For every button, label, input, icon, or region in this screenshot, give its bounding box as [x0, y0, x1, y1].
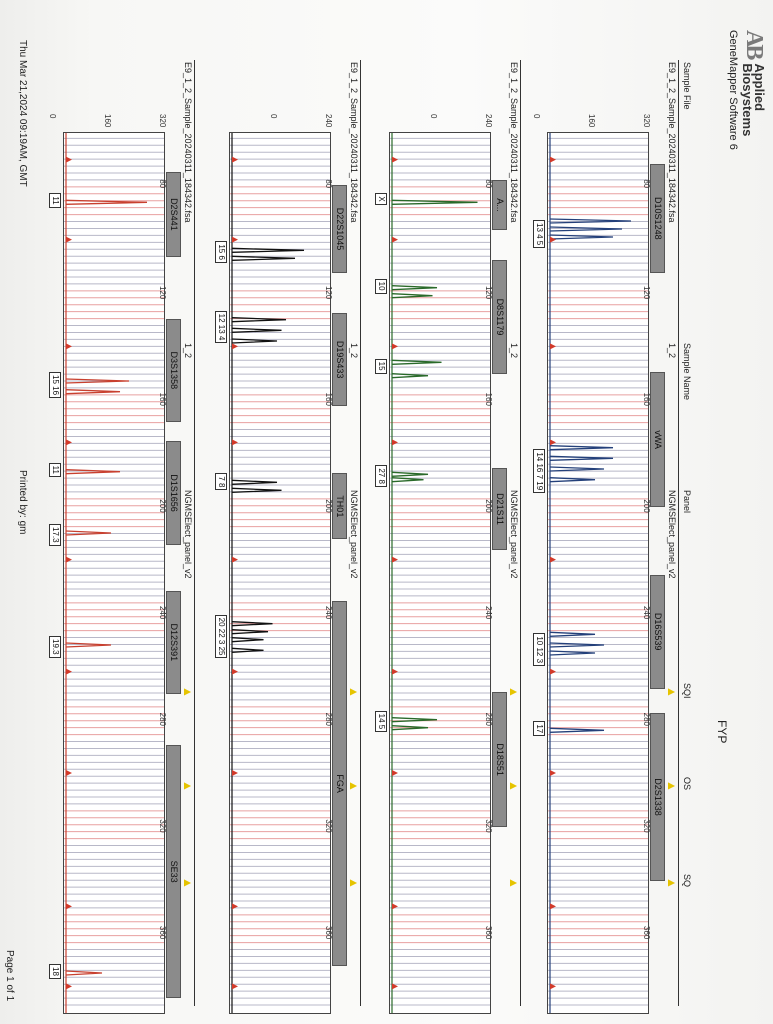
- size-standard-marker: [66, 157, 72, 163]
- x-tick-label: 360: [324, 926, 333, 940]
- sample-panel: [211, 60, 361, 1006]
- size-standard-marker: [66, 439, 72, 445]
- x-tick-label: 360: [158, 926, 167, 940]
- x-tick-label: 280: [158, 712, 167, 727]
- x-tick-label: 200: [642, 499, 651, 513]
- col-panel: Panel: [682, 490, 692, 514]
- report-title: FYP: [715, 720, 729, 744]
- x-tick-label: 80: [484, 179, 493, 189]
- y-tick-label: 240: [484, 114, 493, 128]
- x-tick-label: 120: [158, 286, 167, 300]
- allele-peak: [550, 728, 604, 732]
- x-tick-label: 360: [484, 926, 493, 940]
- marker-bar[interactable]: D18S51: [492, 692, 507, 827]
- allele-call-label[interactable]: 14 5: [375, 711, 387, 733]
- col-os: OS: [682, 777, 692, 791]
- x-tick-label: 320: [324, 819, 333, 833]
- y-tick-label: 0: [48, 114, 57, 119]
- y-tick-label: 240: [324, 114, 333, 128]
- quality-flag-icon: ▲: [347, 686, 361, 698]
- sample-name: 1_2: [667, 343, 677, 359]
- col-sample-file: Sample File: [682, 62, 692, 110]
- x-tick-label: 120: [324, 286, 333, 300]
- allele-call-label[interactable]: 15 16: [49, 372, 61, 398]
- x-tick-label: 240: [484, 606, 493, 620]
- allele-call-label[interactable]: 15 6: [215, 241, 227, 263]
- size-standard-marker: [66, 669, 72, 675]
- allele-call-label[interactable]: 11: [49, 193, 61, 207]
- allele-peak: [392, 360, 442, 364]
- electropherogram-plot: [547, 132, 649, 1014]
- marker-bar[interactable]: D8S1179: [492, 260, 507, 374]
- allele-peak: [232, 480, 277, 484]
- marker-bar[interactable]: D19S433: [332, 313, 347, 406]
- size-standard-marker: [550, 669, 556, 675]
- marker-bar[interactable]: D10S1248: [650, 164, 665, 273]
- x-tick-label: 320: [484, 819, 493, 833]
- col-sample-name: Sample Name: [682, 343, 692, 401]
- allele-peak: [550, 446, 613, 450]
- quality-flag-icon: ▲: [507, 877, 521, 889]
- quality-flag-icon: ▲: [507, 780, 521, 792]
- size-standard-marker: [550, 237, 556, 243]
- y-tick-label: 160: [103, 114, 112, 128]
- size-standard-marker: [232, 343, 238, 349]
- marker-bar[interactable]: vWA: [650, 372, 665, 507]
- x-tick-label: 160: [158, 392, 167, 407]
- software-name: GeneMapper Software 6: [727, 30, 739, 150]
- size-standard-marker: [232, 770, 238, 776]
- trace-svg: [390, 133, 490, 1013]
- marker-bar[interactable]: TH01: [332, 473, 347, 539]
- allele-peak: [232, 638, 264, 642]
- size-standard-marker: [232, 237, 238, 243]
- allele-call-label[interactable]: 27 8: [375, 465, 387, 487]
- size-standard-marker: [232, 439, 238, 445]
- allele-peak: [66, 390, 120, 394]
- sample-panel: [45, 60, 195, 1006]
- trace-svg: [64, 133, 164, 1013]
- x-tick-label: 320: [158, 819, 167, 833]
- sample-file-name: E9_1_2_Sample_20240311_184342.fsa: [667, 62, 677, 223]
- electropherogram-plot: [63, 132, 165, 1014]
- size-standard-marker: [550, 157, 556, 163]
- allele-peak: [232, 256, 295, 260]
- electropherogram-plot: [229, 132, 331, 1014]
- x-tick-label: 120: [642, 286, 651, 300]
- x-tick-label: 280: [642, 712, 651, 727]
- x-tick-label: 160: [324, 392, 333, 407]
- allele-peak: [392, 294, 433, 298]
- marker-bar[interactable]: D21S11: [492, 468, 507, 550]
- size-standard-marker: [232, 157, 238, 163]
- allele-call-label[interactable]: 11: [49, 463, 61, 477]
- panel-name: NGMSElect_panel_v2: [667, 490, 677, 579]
- size-standard-marker: [66, 237, 72, 243]
- y-tick-label: 320: [158, 114, 167, 128]
- allele-peak: [392, 286, 437, 290]
- marker-bar[interactable]: FGA: [332, 601, 347, 966]
- x-tick-label: 240: [158, 606, 167, 620]
- x-tick-label: 240: [642, 606, 651, 620]
- size-standard-marker: [392, 770, 398, 776]
- marker-bar[interactable]: A...: [492, 180, 507, 230]
- x-tick-label: 80: [158, 179, 167, 189]
- allele-call-label[interactable]: 17.3: [49, 524, 61, 546]
- allele-call-label[interactable]: 20 22 3 25: [215, 615, 227, 659]
- allele-peak: [66, 643, 111, 647]
- size-standard-marker: [550, 770, 556, 776]
- sample-name: 1_2: [349, 343, 359, 359]
- x-tick-label: 280: [324, 712, 333, 727]
- x-tick-label: 320: [642, 819, 651, 833]
- marker-bar[interactable]: D2S441: [166, 172, 181, 257]
- trace-svg: [230, 133, 330, 1013]
- allele-peak: [66, 971, 102, 975]
- allele-call-label[interactable]: 12 13 4: [215, 311, 227, 344]
- size-standard-marker: [392, 237, 398, 243]
- size-standard-marker: [66, 343, 72, 349]
- allele-peak: [550, 643, 604, 647]
- sample-name: 1_2: [183, 343, 193, 359]
- allele-peak: [232, 328, 282, 332]
- x-tick-label: 200: [158, 499, 167, 513]
- sample-file-name: E9_1_2_Sample_20240311_184342.fsa: [183, 62, 193, 223]
- sample-panel: [529, 60, 679, 1006]
- size-standard-marker: [550, 343, 556, 349]
- quality-flag-icon: ▲: [665, 780, 679, 792]
- allele-peak: [550, 467, 604, 471]
- x-tick-label: 200: [324, 499, 333, 513]
- sample-name: 1_2: [509, 343, 519, 359]
- marker-bar[interactable]: D3S1358: [166, 319, 181, 422]
- col-sqi: SQI: [682, 683, 692, 699]
- allele-call-label[interactable]: 7 8: [215, 473, 227, 490]
- size-standard-marker: [392, 343, 398, 349]
- size-standard-marker: [392, 669, 398, 675]
- allele-call-label[interactable]: 15: [375, 359, 387, 374]
- allele-peak: [66, 470, 120, 474]
- size-standard-marker: [66, 770, 72, 776]
- brand-line-2: Biosystems: [740, 63, 756, 137]
- panel-name: NGMSElect_panel_v2: [509, 490, 519, 579]
- allele-call-label[interactable]: 13 4 5: [533, 220, 545, 248]
- panel-divider: [678, 60, 679, 1006]
- allele-call-label[interactable]: 18: [49, 964, 61, 979]
- x-tick-label: 360: [642, 926, 651, 940]
- quality-flag-icon: ▲: [181, 780, 195, 792]
- allele-peak: [550, 227, 622, 231]
- allele-call-label[interactable]: 19.3: [49, 636, 61, 658]
- applied-biosystems-logo: [740, 30, 767, 136]
- marker-bar[interactable]: SE33: [166, 745, 181, 998]
- x-tick-label: 80: [642, 179, 651, 189]
- allele-call-label[interactable]: 10 12 3: [533, 633, 545, 666]
- quality-flag-icon: ▲: [507, 686, 521, 698]
- trace-svg: [548, 133, 648, 1013]
- x-tick-label: 80: [324, 179, 333, 189]
- panel-name: NGMSElect_panel_v2: [349, 490, 359, 579]
- y-tick-label: 0: [532, 114, 541, 119]
- y-tick-label: 320: [642, 114, 651, 128]
- marker-bar[interactable]: D16S539: [650, 575, 665, 689]
- print-date: Thu Mar 21,2024 09:19AM, GMT: [17, 40, 28, 187]
- marker-bar[interactable]: D12S391: [166, 591, 181, 694]
- allele-call-label[interactable]: 10: [375, 279, 387, 294]
- electropherogram-plot: [389, 132, 491, 1014]
- printed-by: Printed by: gm: [17, 470, 28, 535]
- x-tick-label: 240: [324, 606, 333, 620]
- panel-divider: [194, 60, 195, 1006]
- allele-peak: [392, 472, 428, 476]
- panel-divider: [360, 60, 361, 1006]
- marker-bar[interactable]: D22S1045: [332, 185, 347, 272]
- allele-peak: [66, 531, 111, 535]
- sample-panel: [371, 60, 521, 1006]
- size-standard-marker: [392, 439, 398, 445]
- x-tick-label: 120: [484, 286, 493, 300]
- x-tick-label: 200: [484, 499, 493, 513]
- quality-flag-icon: ▲: [665, 686, 679, 698]
- allele-peak: [550, 219, 631, 223]
- allele-call-label[interactable]: X: [375, 193, 387, 204]
- allele-call-label[interactable]: 17: [533, 721, 545, 736]
- allele-peak: [550, 632, 595, 636]
- quality-flag-icon: ▲: [347, 877, 361, 889]
- col-sq: SQ: [682, 874, 692, 888]
- marker-bar[interactable]: D2S1338: [650, 713, 665, 880]
- page-number: Page 1 of 1: [4, 950, 15, 1002]
- quality-flag-icon: ▲: [347, 780, 361, 792]
- x-tick-label: 160: [484, 392, 493, 407]
- sample-file-name: E9_1_2_Sample_20240311_184342.fsa: [509, 62, 519, 223]
- x-tick-label: 160: [642, 392, 651, 407]
- y-tick-label: 160: [587, 114, 596, 128]
- quality-flag-icon: ▲: [181, 877, 195, 889]
- size-standard-marker: [550, 439, 556, 445]
- brand-line-1: Applied: [752, 63, 768, 112]
- sample-file-name: E9_1_2_Sample_20240311_184342.fsa: [349, 62, 359, 223]
- y-tick-label: 0: [269, 114, 278, 119]
- panel-name: NGMSElect_panel_v2: [183, 490, 193, 579]
- marker-bar[interactable]: D1S1656: [166, 441, 181, 544]
- y-tick-label: 0: [429, 114, 438, 119]
- quality-flag-icon: ▲: [665, 877, 679, 889]
- x-tick-label: 280: [484, 712, 493, 727]
- size-standard-marker: [232, 669, 238, 675]
- size-standard-marker: [392, 157, 398, 163]
- quality-flag-icon: ▲: [181, 686, 195, 698]
- panel-divider: [520, 60, 521, 1006]
- allele-call-label[interactable]: 14 16 7 19: [533, 449, 545, 493]
- ab-logo-mark: AB: [741, 30, 767, 58]
